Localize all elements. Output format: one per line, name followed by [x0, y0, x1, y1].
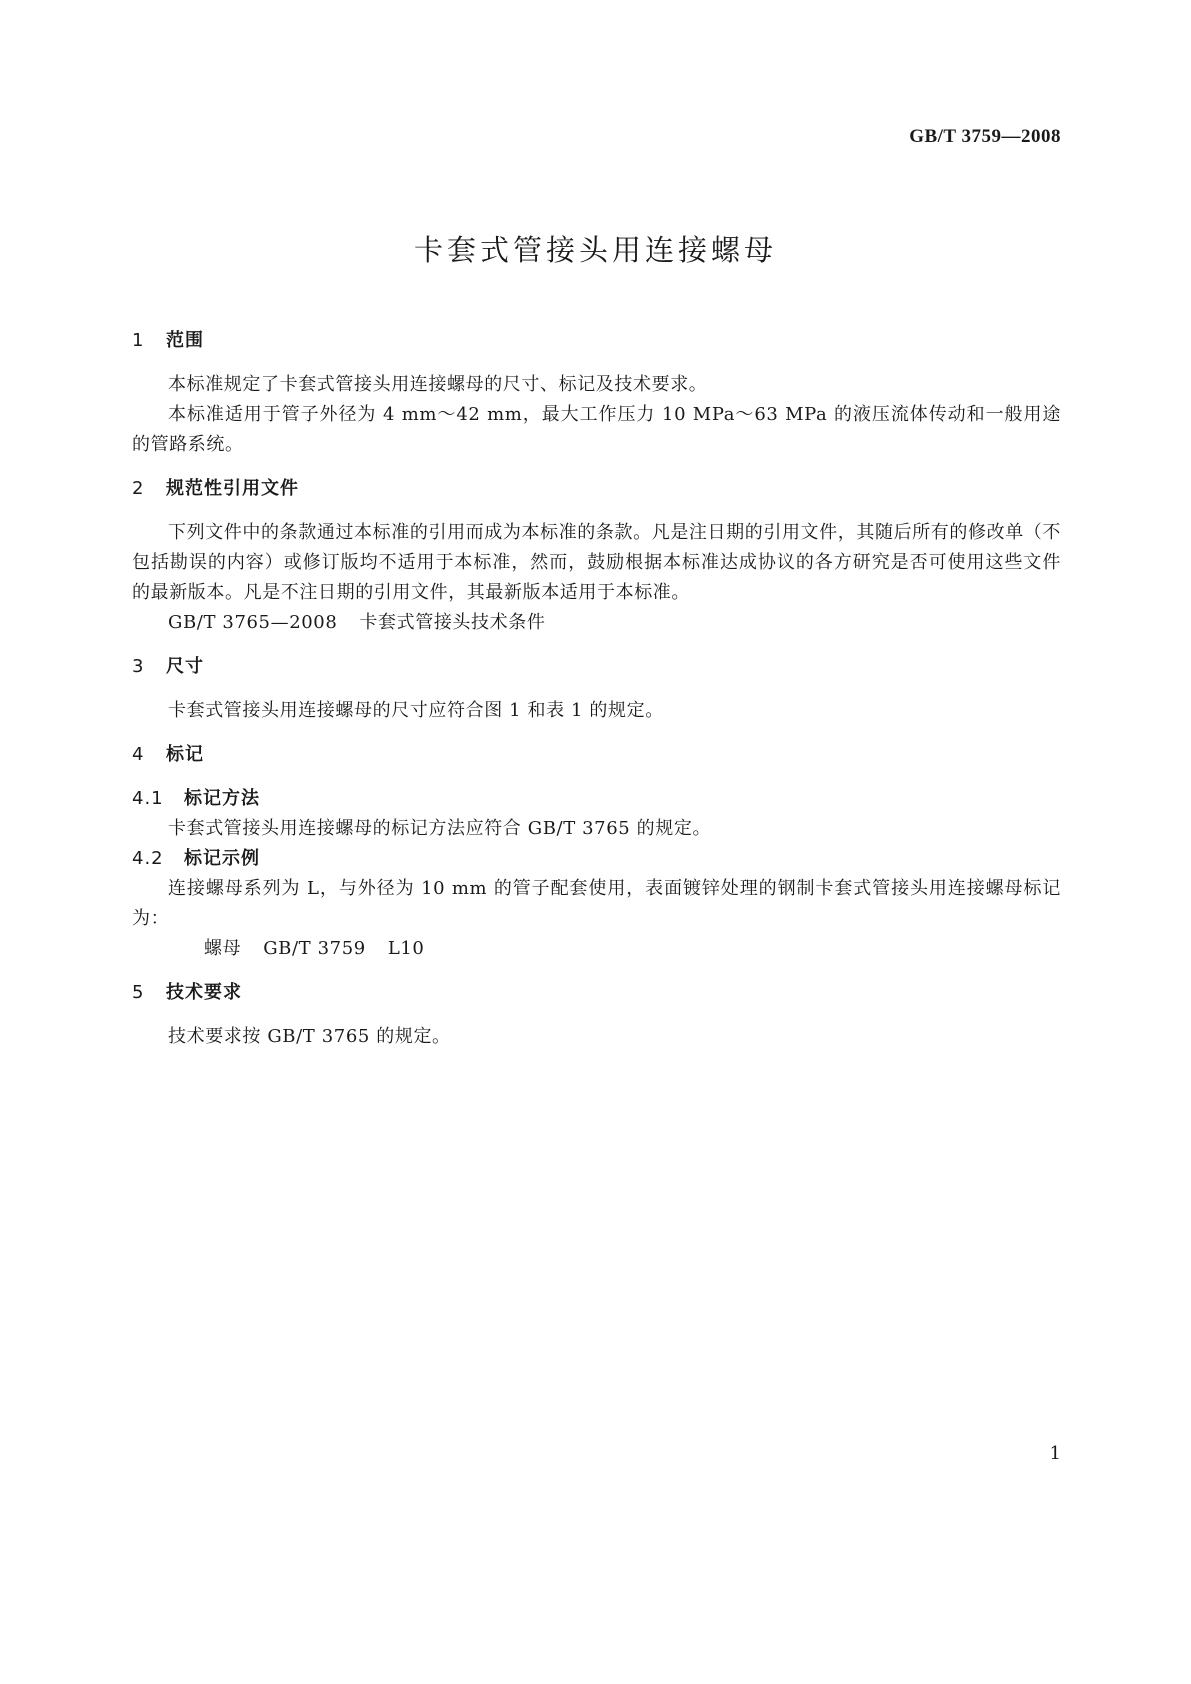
page-number: 1 — [1049, 1443, 1061, 1464]
section-normative-references — [132, 474, 1061, 638]
section-dimensions — [132, 652, 1061, 726]
example-standard: GB/T 3759 — [263, 938, 366, 959]
paragraph: 技术要求按 GB/T 3765 的规定。 — [168, 1026, 451, 1047]
paragraph: 本标准规定了卡套式管接头用连接螺母的尺寸、标记及技术要求。 — [168, 374, 708, 395]
section-heading — [132, 474, 1061, 504]
subsection-title: 标记方法 — [184, 788, 260, 809]
section-title: 尺寸 — [166, 656, 204, 677]
section-number: 3 — [132, 656, 145, 677]
example-code: L10 — [387, 938, 425, 959]
section-heading — [132, 978, 1061, 1008]
section-heading — [132, 740, 1061, 770]
section-number: 1 — [132, 330, 145, 351]
paragraph: 卡套式管接头用连接螺母的标记方法应符合 GB/T 3765 的规定。 — [168, 818, 712, 839]
subsection-number: 4.1 — [132, 788, 164, 809]
section-number: 2 — [132, 478, 145, 499]
reference-title: 卡套式管接头技术条件 — [359, 612, 546, 633]
document-title: 卡套式管接头用连接螺母 — [413, 233, 777, 267]
subsection-heading — [132, 784, 1061, 814]
section-title: 技术要求 — [166, 982, 242, 1003]
section-number: 5 — [132, 982, 145, 1003]
section-scope — [132, 326, 1061, 460]
paragraph: 下列文件中的条款通过本标准的引用而成为本标准的条款。凡是注日期的引用文件，其随后所有的修改单（不包括勘误的内容）或修订版均不适用于本标准，然而，鼓励根据本标准达成协议的各方研究是否可使用这些文件的最新版本。凡是不注日期的引用文件，其最新版本适用于本标准。 — [132, 522, 1061, 603]
section-heading — [132, 652, 1061, 682]
paragraph: 连接螺母系列为 L，与外径为 10 mm 的管子配套使用，表面镀锌处理的钢制卡套式管接头用连接螺母标记为： — [132, 878, 1061, 929]
reference-entry — [168, 608, 1061, 638]
section-number: 4 — [132, 744, 145, 765]
subsection-number: 4.2 — [132, 848, 164, 869]
example-name: 螺母 — [204, 938, 242, 959]
document-body — [132, 326, 1061, 1066]
section-marking — [132, 740, 1061, 964]
marking-example — [204, 934, 1061, 964]
section-technical-requirements — [132, 978, 1061, 1052]
paragraph: 卡套式管接头用连接螺母的尺寸应符合图 1 和表 1 的规定。 — [168, 700, 664, 721]
section-heading — [132, 326, 1061, 356]
section-title: 标记 — [166, 744, 204, 765]
reference-id: GB/T 3765—2008 — [168, 612, 338, 633]
paragraph: 本标准适用于管子外径为 4 mm～42 mm，最大工作压力 10 MPa～63 MPa 的液压流体传动和一般用途的管路系统。 — [132, 404, 1061, 455]
subsection-heading — [132, 844, 1061, 874]
section-title: 范围 — [166, 330, 204, 351]
section-title: 规范性引用文件 — [166, 478, 299, 499]
subsection-title: 标记示例 — [184, 848, 260, 869]
standard-code: GB/T 3759—2008 — [909, 126, 1061, 147]
